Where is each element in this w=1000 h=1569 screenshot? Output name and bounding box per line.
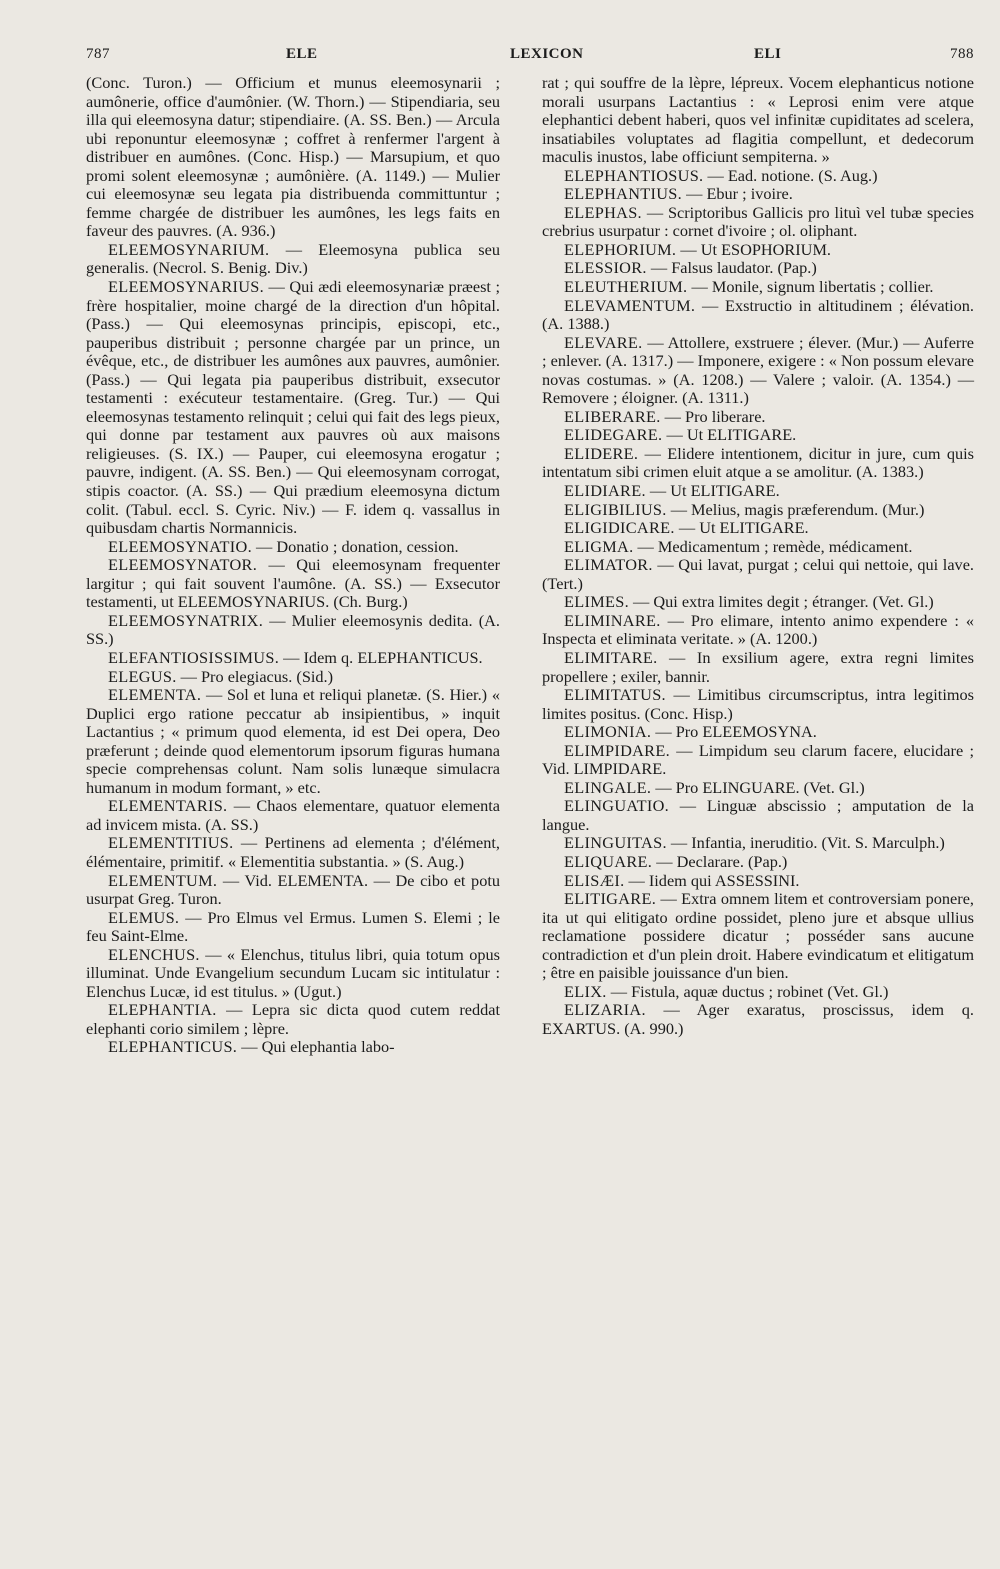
entry-definition: — Pro elimare, intento animo expendere : « Inspecta et eliminata veritate. » (A. 1200.) (542, 610, 974, 649)
entry-headword: ELENCHUS. (108, 944, 200, 964)
entry-definition: — Pro Elmus vel Ermus. Lumen S. Elemi ; le feu Saint-Elme. (86, 907, 500, 946)
entry-headword: ELEMENTITIUS. (108, 833, 234, 853)
entry-headword: ELEUTHERIUM. (564, 277, 688, 297)
entry-definition: — Monile, signum libertatis ; collier. (687, 277, 934, 297)
entry-headword: ELEMENTUM. (108, 870, 218, 890)
entry-definition: — Donatio ; donation, cession. (251, 536, 459, 556)
entry-definition: — Infantia, ineruditio. (Vit. S. Marculph.) (666, 833, 945, 853)
dictionary-entry (542, 853, 974, 872)
dictionary-entry (86, 1038, 500, 1057)
entry-definition: — Ut ESOPHORIUM. (676, 239, 831, 259)
entry-definition: — Pertinens ad elementa ; d'élément, élémentaire, primitif. « Elementitia substantia. » (S. Aug.) (86, 833, 500, 871)
entry-definition: — Ead. notione. (S. Aug.) (703, 165, 878, 185)
entry-headword: ELIGMA. (564, 536, 634, 556)
entry-headword: ELIDERE. (564, 443, 639, 463)
entry-headword: ELINGUITAS. (564, 833, 667, 853)
entry-headword: ELIMITATUS. (564, 685, 666, 705)
entry-headword: ELIMPIDARE. (564, 740, 670, 760)
entry-headword: ELEEMOSYNATRIX. (108, 610, 264, 630)
dictionary-entry (86, 556, 500, 612)
entry-definition: — Mulier eleemosynis dedita. (A. SS.) (86, 610, 500, 649)
dictionary-entry (542, 872, 974, 891)
entry-headword: ELEVAMENTUM. (564, 295, 696, 315)
entry-headword: ELEEMOSYNATIO. (108, 536, 252, 556)
entry-headword: ELEEMOSYNARIUM. (108, 239, 270, 259)
entry-headword: ELEMENTARIS. (108, 796, 228, 816)
dictionary-entry (86, 872, 500, 909)
entry-headword: ELEMENTA. (108, 685, 202, 705)
entry-definition: — Sol et luna et reliqui planetæ. (S. Hier.) « Duplici ergo ratione peccatur ab insipientibus, » inquit Lactantius ; « primum quod elementa, id est Dei opera, Deo præferunt ; deinde quod elementorum ipsorum figuras humana specie comprehensas colunt. Nam solis lunæque simulacra humanum in modum formant, » etc. (86, 685, 500, 797)
dictionary-entry (86, 834, 500, 871)
entry-headword: ELIMONIA. (564, 722, 652, 742)
entry-definition: — Limitibus circumscriptus, intra legitimos limites positus. (Conc. Hisp.) (542, 685, 974, 723)
dictionary-entry (542, 1001, 974, 1038)
dictionary-entry (542, 259, 974, 278)
entry-definition: — Falsus laudator. (Pap.) (646, 258, 817, 278)
dictionary-entry (542, 612, 974, 649)
dictionary-entry (542, 241, 974, 260)
entry-definition: — Extra omnem litem et controversiam ponere, ita ut qui elitigato ordine possidet, pleno jure et absque ullius reclamatione possidere dicatur ; posséder sans aucune contradiction et d'un plein droit. Habere evindicatum et elitigatum ; être en paisible jouissance d'un bien. (542, 889, 974, 983)
entry-headword: ELIMITARE. (564, 647, 658, 667)
dictionary-entry (542, 408, 974, 427)
dictionary-entry (86, 538, 500, 557)
entry-definition: — Scriptoribus Gallicis pro lituì vel tubæ species crebrius usurpatur : cornet d'ivoire ; ol. oliphant. (542, 202, 974, 241)
dictionary-entry (86, 686, 500, 797)
entry-definition: — Qui elephantia labo- (237, 1037, 395, 1057)
entry-definition: — Declarare. (Pap.) (652, 851, 788, 871)
dictionary-entry (86, 1001, 500, 1038)
dictionary-entry (542, 686, 974, 723)
entry-definition: — Qui extra limites degit ; étranger. (Vet. Gl.) (628, 592, 934, 612)
dictionary-entry (542, 278, 974, 297)
dictionary-entry (542, 983, 974, 1002)
dictionary-entry (542, 649, 974, 686)
entry-definition: — Chaos elementare, quatuor elementa ad invicem mista. (A. SS.) (86, 796, 500, 834)
entry-headword: ELIBERARE. (564, 406, 661, 426)
dictionary-entry (542, 204, 974, 241)
entry-definition: — Pro ELEEMOSYNA. (651, 722, 817, 742)
entry-headword: ELESSIOR. (564, 258, 647, 278)
entry-definition: — Fistula, aquæ ductus ; robinet (Vet. Gl.) (606, 981, 889, 1001)
entry-headword: ELIZARIA. (564, 1000, 646, 1020)
entry-definition: — Exstructio in altitudinem ; élévation. (A. 1388.) (542, 295, 974, 334)
entry-headword: ELIMINARE. (564, 610, 661, 630)
entry-definition: — In exsilium agere, extra regni limites propellere ; exiler, bannir. (542, 647, 974, 686)
entry-headword: ELEPHORIUM. (564, 239, 677, 259)
entry-definition: — Pro ELINGUARE. (Vet. Gl.) (651, 777, 865, 797)
entry-definition: — Pro elegiacus. (Sid.) (176, 666, 334, 686)
entry-definition: — Elidere intentionem, dicitur in jure, cum quis intentatum sibi crimen eluit atque a se amolitur. (A. 1383.) (542, 443, 974, 482)
entry-headword: ELEEMOSYNATOR. (108, 555, 258, 575)
dictionary-entry (542, 742, 974, 779)
dictionary-entry (542, 538, 974, 557)
entry-headword: ELEMUS. (108, 907, 180, 927)
entry-definition: — Linguæ abscissio ; amputation de la langue. (542, 796, 974, 834)
entry-definition: — Ut ELITIGARE. (645, 481, 780, 501)
dictionary-entry (542, 556, 974, 593)
entry-headword: ELEFANTIOSISSIMUS. (108, 647, 280, 667)
entry-headword: ELIGIDICARE. (564, 518, 675, 538)
dictionary-entry (542, 185, 974, 204)
dictionary-entry (86, 612, 500, 649)
entry-definition: — Qui lavat, purgat ; celui qui nettoie, qui lave. (Tert.) (542, 555, 974, 593)
entry-definition: — Eleemosyna publica seu generalis. (Necrol. S. Benig. Div.) (86, 239, 500, 278)
dictionary-entry (542, 890, 974, 983)
entry-definition: — Idem q. ELEPHANTICUS. (279, 647, 483, 667)
entry-definition: — Qui ædi eleemosynariæ præest ; frère hospitalier, moine chargé de la direction d'un hôpital. (Pass.) — Qui eleemosynas principis, episcopi, etc., pauperibus distribuit ; personne chargée par un prince, un évêque, etc., de distribuer les aumônes aux pauvres, aumônier. (Pass.) — Qui legata pia pauperibus distribuit, exsecutor testamenti : exécuteur testamentaire. (Greg. Tur.) — Qui eleemosynas testamento relinquit ; celui qui fait des legs pieux, qui donne par testament aux pauvres où aux maisons religieuses. (S. IX.) — Pauper, cui eleemosyna erogatur ; pauvre, indigent. (A. SS. Ben.) — Qui eleemosynam corrogat, stipis coactor. (A. SS.) — Qui prædium eleemosyna dictum colit. (Tabul. eccl. S. Cyric. Niv.) — F. idem q. vassallus in quibusdam chartis Normannicis. (86, 277, 500, 538)
page-number-right: 788 (950, 46, 974, 62)
entry-headword: ELEPHAS. (564, 202, 642, 222)
dictionary-entry (542, 426, 974, 445)
entry-definition: — Pro liberare. (660, 406, 766, 426)
entry-definition: — Ebur ; ivoire. (682, 184, 793, 204)
entry-headword: ELEPHANTIUS. (564, 184, 683, 204)
entry-headword: ELEEMOSYNARIUS. (108, 277, 265, 297)
entry-headword: ELIMES. (564, 592, 629, 612)
dictionary-entry (86, 649, 500, 668)
dictionary-entry (86, 668, 500, 687)
dictionary-entry (86, 241, 500, 278)
dictionary-entry (86, 278, 500, 538)
dictionary-entry (86, 909, 500, 946)
dictionary-entry (542, 297, 974, 334)
entry-definition: — Limpidum seu clarum facere, elucidare ; Vid. LIMPIDARE. (542, 740, 974, 779)
entry-headword: ELIMATOR. (564, 555, 653, 575)
entry-headword: ELIQUARE. (564, 851, 653, 871)
entry-definition: — Medicamentum ; remède, médicament. (633, 536, 913, 556)
entry-headword: ELITIGARE. (564, 889, 657, 909)
dictionary-entry (542, 501, 974, 520)
entry-definition: (Conc. Turon.) — Officium et munus eleemosynarii ; aumônerie, office d'aumônier. (W. Thorn.) — Stipendiaria, seu illa qui eleemosyna datur; stipendiaire. (A. SS. Ben.) — Arcula ubi reponuntur eleemosynæ ; coffret à renfermer l'argent à distribuer en aumônes. (Conc. Hisp.) — Marsupium, et quo promi solent eleemosynæ ; aumônière. (A. 1149.) — Mulier cui eleemosynæ seu legata pia distribuenda committuntur ; femme chargée de distribuer les aumônes, les legs faits en faveur des pauvres. (A. 936.) (86, 73, 500, 241)
dictionary-entry (542, 593, 974, 612)
running-head-center: LEXICON (510, 46, 584, 62)
entry-headword: ELIX. (564, 981, 607, 1001)
entry-definition: — Attollere, exstruere ; élever. (Mur.) — Auferre ; enlever. (A. 1317.) — Imponere, exigere : « Non possum elevare novas costumas. » (A. 1208.) — Valere ; valoir. (A. 1354.) — Removere ; éloigner. (A. 1311.) (542, 332, 974, 408)
entry-continuation (542, 74, 974, 167)
page-number-left: 787 (86, 46, 110, 62)
entry-headword: ELEPHANTICUS. (108, 1037, 238, 1057)
running-head-right: ELI (754, 46, 782, 62)
entry-continuation (86, 74, 500, 241)
entry-headword: ELIDEGARE. (564, 425, 663, 445)
dictionary-entry (542, 167, 974, 186)
dictionary-entry (542, 334, 974, 408)
dictionary-entry (542, 519, 974, 538)
entry-headword: ELINGALE. (564, 777, 652, 797)
dictionary-entry (542, 482, 974, 501)
entry-definition: — Vid. ELEMENTA. — De cibo et potu usurpat Greg. Turon. (86, 870, 500, 909)
entry-headword: ELISÆI. (564, 870, 625, 890)
entry-headword: ELIDIARE. (564, 481, 646, 501)
entry-headword: ELINGUATIO. (564, 796, 670, 816)
left-column (86, 74, 500, 1057)
entry-headword: ELEPHANTIA. (108, 1000, 217, 1020)
entry-headword: ELEGUS. (108, 666, 177, 686)
entry-headword: ELEPHANTIOSUS. (564, 165, 704, 185)
dictionary-entry (542, 779, 974, 798)
entry-definition: rat ; qui souffre de la lèpre, lépreux. Vocem elephanticus notione morali usurpans Lactantius : « Leprosi enim vere atque elephantici debent haberi, quos vel infinitæ cupiditates ad scelera, insatiabiles voluptates ad flagitia compellunt, et dedecorum maculis inustos, labe officiunt sempiterna. » (542, 73, 974, 167)
entry-definition: — Ager exaratus, proscissus, idem q. EXARTUS. (A. 990.) (542, 1000, 974, 1038)
entry-definition: — Melius, magis præferendum. (Mur.) (666, 499, 925, 519)
dictionary-entry (542, 445, 974, 482)
dictionary-entry (542, 797, 974, 834)
entry-definition: — Ut ELITIGARE. (674, 518, 809, 538)
dictionary-entry (86, 797, 500, 834)
dictionary-entry (542, 834, 974, 853)
right-column (542, 74, 974, 1038)
entry-definition: — Lepra sic dicta quod cutem reddat elephanti corio similem ; lèpre. (86, 1000, 500, 1038)
entry-definition: — Iidem qui ASSESSINI. (624, 870, 800, 890)
entry-definition: — Qui eleemosynam frequenter largitur ; qui fait souvent l'aumône. (A. SS.) — Exsecutor testamenti, ut ELEEMOSYNARIUS. (Ch. Burg.) (86, 555, 500, 612)
entry-definition: — « Elenchus, titulus libri, quia totum opus illuminat. Unde Evangelium secundum Lucam sic intitulatur : Elenchus Lucæ, id est titulus. » (Ugut.) (86, 944, 500, 1001)
entry-headword: ELEVARE. (564, 332, 643, 352)
entry-definition: — Ut ELITIGARE. (662, 425, 797, 445)
running-head-left: ELE (286, 46, 318, 62)
dictionary-entry (542, 723, 974, 742)
entry-headword: ELIGIBILIUS. (564, 499, 667, 519)
dictionary-entry (86, 946, 500, 1002)
